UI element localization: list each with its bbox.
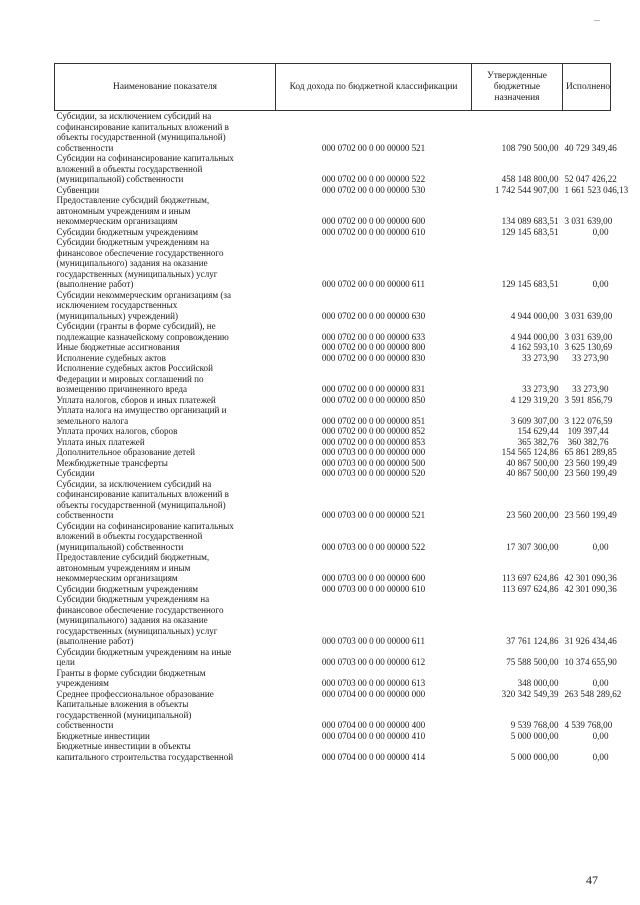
row-indicator-name: Бюджетные инвестиции в объекты капитального строительства государственной bbox=[56, 741, 234, 762]
row-budget-code: 000 0704 00 0 00 00000 400 bbox=[321, 720, 426, 730]
row-indicator-name: Уплата прочих налогов, сборов bbox=[56, 426, 178, 436]
row-indicator-name: Уплата налога на имущество организаций и земельного налога bbox=[56, 405, 227, 426]
row-budget-code: 000 0702 00 0 00 00000 611 bbox=[322, 279, 425, 289]
row-indicator-name: Субсидии на софинансирование капитальных вложений в объекты государственной (муниципальной) собственности bbox=[56, 153, 234, 184]
row-approved-amount: 5 000 000,00 bbox=[510, 751, 559, 762]
table-row bbox=[55, 594, 611, 647]
page-number: 47 bbox=[586, 873, 598, 887]
row-executed-amount: 3 591 856,79 bbox=[564, 394, 613, 405]
table-row bbox=[55, 321, 611, 342]
row-indicator-name: Субсидии бюджетным учреждениям на финансовое обеспечение государственного (муниципального) задания на оказание государственных (муниципальных) услуг (выполнение работ) bbox=[56, 237, 224, 289]
header-approved: Утвержденные бюджетные назначения bbox=[472, 64, 563, 111]
row-approved-amount: 40 867 500,00 bbox=[506, 457, 559, 468]
row-budget-code: 000 0702 00 0 00 00000 521 bbox=[321, 142, 426, 153]
row-approved-amount: 129 145 683,51 bbox=[501, 226, 559, 237]
row-budget-code: 000 0702 00 0 00 00000 830 bbox=[321, 352, 426, 363]
row-approved-amount: 113 697 624,86 bbox=[502, 583, 559, 594]
table-row bbox=[55, 237, 611, 290]
row-indicator-name: Межбюджетные трансферты bbox=[56, 457, 168, 468]
table-row bbox=[55, 689, 611, 700]
table-row bbox=[55, 699, 611, 731]
row-indicator-name: Субвенции bbox=[56, 184, 100, 195]
row-budget-code: 000 0702 00 0 00 00000 530 bbox=[321, 184, 426, 195]
row-executed-amount: 3 031 639,00 bbox=[564, 216, 613, 226]
row-indicator-name: Субсидии, за исключением субсидий на софинансирование капитальных вложений в объекты государственной (муниципальной) собственности bbox=[56, 111, 229, 153]
table-row bbox=[55, 426, 611, 437]
row-executed-amount: 4 539 768,00 bbox=[564, 720, 613, 730]
row-indicator-name: Субсидии (гранты в форме субсидий), не подлежащие казначейскому сопровождению bbox=[56, 321, 229, 342]
row-executed-amount: 1 661 523 046,13 bbox=[564, 184, 629, 195]
row-indicator-name: Субсидии бюджетным учреждениям bbox=[56, 226, 199, 237]
row-budget-code: 000 0704 00 0 00 00000 000 bbox=[321, 688, 426, 699]
row-approved-amount: 108 790 500,00 bbox=[501, 142, 559, 153]
row-executed-amount: 23 560 199,49 bbox=[564, 457, 617, 468]
table-row bbox=[55, 342, 611, 353]
row-executed-amount: 3 122 076,59 bbox=[564, 415, 613, 426]
row-indicator-name: Субсидии на софинансирование капитальных вложений в объекты государственной (муниципальной) собственности bbox=[56, 520, 234, 552]
row-budget-code: 000 0703 00 0 00 00000 000 bbox=[321, 447, 426, 457]
table-row bbox=[55, 227, 611, 238]
row-approved-amount: 154 565 124,86 bbox=[501, 447, 559, 457]
row-budget-code: 000 0702 00 0 00 00000 630 bbox=[321, 310, 426, 321]
table-row bbox=[55, 584, 611, 595]
header-indicator-name: Наименование показателя bbox=[55, 64, 276, 111]
row-budget-code: 000 0702 00 0 00 00000 831 bbox=[321, 384, 426, 394]
row-approved-amount: 458 148 800,00 bbox=[501, 174, 559, 184]
row-approved-amount: 3 609 307,00 bbox=[510, 415, 559, 426]
table-row bbox=[55, 185, 611, 196]
table-row bbox=[55, 437, 611, 448]
row-approved-amount: 4 129 319,20 bbox=[510, 394, 559, 405]
row-budget-code: 000 0703 00 0 00 00000 612 bbox=[321, 657, 426, 667]
budget-execution-table bbox=[54, 63, 629, 762]
table-row bbox=[55, 153, 611, 185]
row-budget-code: 000 0702 00 0 00 00000 852 bbox=[321, 426, 426, 436]
row-executed-amount: 10 374 655,90 bbox=[564, 657, 617, 667]
table-body bbox=[55, 111, 629, 763]
header-budget-code: Код дохода по бюджетной классификации bbox=[276, 64, 472, 111]
row-budget-code: 000 0703 00 0 00 00000 500 bbox=[321, 457, 426, 468]
table-row bbox=[55, 647, 611, 668]
row-executed-amount: 3 625 130,69 bbox=[564, 342, 613, 352]
row-approved-amount: 134 089 683,51 bbox=[501, 216, 559, 226]
table-row bbox=[55, 111, 611, 154]
table-row bbox=[55, 741, 611, 762]
row-approved-amount: 75 588 500,00 bbox=[506, 657, 559, 667]
row-approved-amount: 129 145 683,51 bbox=[501, 279, 559, 289]
row-indicator-name: Субсидии бюджетным учреждениям bbox=[56, 583, 199, 594]
row-indicator-name: Исполнение судебных актов Российской Федерации и мировых соглашений по возмещению причиненного вреда bbox=[56, 363, 213, 394]
table-row bbox=[55, 468, 611, 479]
row-executed-amount: 42 301 090,36 bbox=[564, 583, 617, 594]
row-executed-amount: 0,00 bbox=[592, 279, 609, 289]
row-executed-amount: 33 273,90 bbox=[572, 384, 609, 394]
row-budget-code: 000 0703 00 0 00 00000 521 bbox=[321, 510, 426, 520]
table-row bbox=[55, 521, 611, 553]
row-budget-code: 000 0703 00 0 00 00000 611 bbox=[322, 636, 425, 646]
table-row bbox=[55, 353, 611, 364]
row-approved-amount: 320 342 549,39 bbox=[501, 688, 559, 699]
row-budget-code: 000 0702 00 0 00 00000 610 bbox=[321, 226, 426, 237]
table-row bbox=[55, 363, 611, 395]
row-approved-amount: 37 761 124,86 bbox=[506, 636, 559, 646]
row-indicator-name: Гранты в форме субсидии бюджетным учреждениям bbox=[56, 667, 206, 688]
row-budget-code: 000 0703 00 0 00 00000 600 bbox=[321, 573, 426, 583]
row-approved-amount: 154 629,44 bbox=[517, 426, 559, 436]
row-executed-amount: 3 031 639,00 bbox=[564, 331, 613, 342]
row-budget-code: 000 0704 00 0 00 00000 414 bbox=[321, 751, 426, 762]
row-budget-code: 000 0702 00 0 00 00000 800 bbox=[321, 342, 426, 352]
row-approved-amount: 4 944 000,00 bbox=[510, 310, 559, 321]
row-indicator-name: Субсидии бюджетным учреждениям на финансовое обеспечение государственного (муниципального) задания на оказание государственных (муниципальных) услуг (выполнение работ) bbox=[56, 594, 224, 646]
row-approved-amount: 33 273,90 bbox=[522, 352, 559, 363]
row-budget-code: 000 0702 00 0 00 00000 522 bbox=[321, 174, 426, 184]
table-row bbox=[55, 668, 611, 689]
row-approved-amount: 365 382,76 bbox=[517, 436, 559, 447]
row-budget-code: 000 0702 00 0 00 00000 600 bbox=[321, 216, 426, 226]
row-approved-amount: 17 307 300,00 bbox=[506, 541, 559, 552]
row-indicator-name: Субсидии, за исключением субсидий на софинансирование капитальных вложений в объекты государственной (муниципальной) собственности bbox=[56, 478, 229, 520]
row-executed-amount: 0,00 bbox=[592, 678, 609, 688]
row-executed-amount: 0,00 bbox=[592, 226, 609, 237]
row-executed-amount: 0,00 bbox=[592, 751, 609, 762]
row-executed-amount: 42 301 090,36 bbox=[564, 573, 617, 583]
row-executed-amount: 3 031 639,00 bbox=[564, 310, 613, 321]
row-budget-code: 000 0703 00 0 00 00000 613 bbox=[321, 678, 426, 688]
row-executed-amount: 65 861 289,85 bbox=[564, 447, 617, 457]
row-budget-code: 000 0702 00 0 00 00000 633 bbox=[321, 331, 426, 342]
row-approved-amount: 113 697 624,86 bbox=[502, 573, 559, 583]
table-row bbox=[55, 479, 611, 521]
row-approved-amount: 5 000 000,00 bbox=[510, 730, 559, 741]
row-indicator-name: Бюджетные инвестиции bbox=[56, 730, 150, 741]
row-indicator-name: Уплата налогов, сборов и иных платежей bbox=[56, 394, 216, 405]
row-executed-amount: 360 382,76 bbox=[567, 436, 609, 447]
header-executed: Исполнено bbox=[563, 64, 611, 111]
table-row bbox=[55, 552, 611, 584]
row-executed-amount: 109 397,44 bbox=[567, 426, 609, 436]
row-approved-amount: 9 539 768,00 bbox=[510, 720, 559, 730]
row-budget-code: 000 0703 00 0 00 00000 610 bbox=[321, 583, 426, 594]
row-budget-code: 000 0702 00 0 00 00000 851 bbox=[321, 415, 426, 426]
row-indicator-name: Иные бюджетные ассигнования bbox=[56, 342, 180, 352]
row-approved-amount: 40 867 500,00 bbox=[506, 468, 559, 478]
row-indicator-name: Субсидии bbox=[56, 468, 95, 478]
row-indicator-name: Среднее профессиональное образование bbox=[56, 688, 214, 699]
row-executed-amount: 23 560 199,49 bbox=[564, 468, 617, 478]
row-approved-amount: 4 162 593,10 bbox=[510, 342, 559, 352]
row-approved-amount: 348 000,00 bbox=[517, 678, 559, 688]
row-approved-amount: 23 560 200,00 bbox=[506, 510, 559, 520]
row-executed-amount: 23 560 199,49 bbox=[564, 510, 617, 520]
table-row bbox=[55, 731, 611, 742]
row-approved-amount: 1 742 544 907,00 bbox=[494, 184, 559, 195]
row-budget-code: 000 0703 00 0 00 00000 522 bbox=[321, 541, 426, 552]
row-budget-code: 000 0704 00 0 00 00000 410 bbox=[321, 730, 426, 741]
row-indicator-name: Капитальные вложения в объекты государственной (муниципальной) собственности bbox=[56, 699, 192, 730]
row-approved-amount: 33 273,90 bbox=[522, 384, 559, 394]
row-indicator-name: Дополнительное образование детей bbox=[56, 447, 195, 457]
table-row bbox=[55, 395, 611, 406]
table-row bbox=[55, 195, 611, 227]
row-executed-amount: 0,00 bbox=[592, 541, 609, 552]
table-header-row bbox=[55, 64, 611, 111]
table-row bbox=[55, 458, 611, 469]
row-indicator-name: Предоставление субсидий бюджетным, автономным учреждениям и иным некоммерческим организациям bbox=[56, 552, 210, 583]
row-budget-code: 000 0702 00 0 00 00000 850 bbox=[321, 394, 426, 405]
row-executed-amount: 40 729 349,46 bbox=[564, 142, 617, 153]
table-row bbox=[55, 405, 611, 426]
row-executed-amount: 52 047 426,22 bbox=[564, 174, 617, 184]
row-executed-amount: 33 273,90 bbox=[572, 352, 609, 363]
row-executed-amount: 31 926 434,46 bbox=[564, 636, 617, 646]
table-row bbox=[55, 290, 611, 322]
row-indicator-name: Субсидии некоммерческим организациям (за исключением государственных (муниципальных) учреждений) bbox=[56, 289, 232, 321]
row-budget-code: 000 0703 00 0 00 00000 520 bbox=[321, 468, 426, 478]
row-indicator-name: Уплата иных платежей bbox=[56, 436, 145, 447]
table-row bbox=[55, 447, 611, 458]
row-approved-amount: 4 944 000,00 bbox=[510, 331, 559, 342]
scan-mark bbox=[594, 20, 600, 21]
row-budget-code: 000 0702 00 0 00 00000 853 bbox=[321, 436, 426, 447]
row-indicator-name: Субсидии бюджетным учреждениям на иные цели bbox=[56, 646, 232, 667]
row-executed-amount: 0,00 bbox=[592, 730, 609, 741]
row-indicator-name: Предоставление субсидий бюджетным, автономным учреждениям и иным некоммерческим организациям bbox=[56, 195, 210, 226]
row-indicator-name: Исполнение судебных актов bbox=[56, 352, 166, 363]
row-executed-amount: 263 548 289,62 bbox=[564, 688, 622, 699]
